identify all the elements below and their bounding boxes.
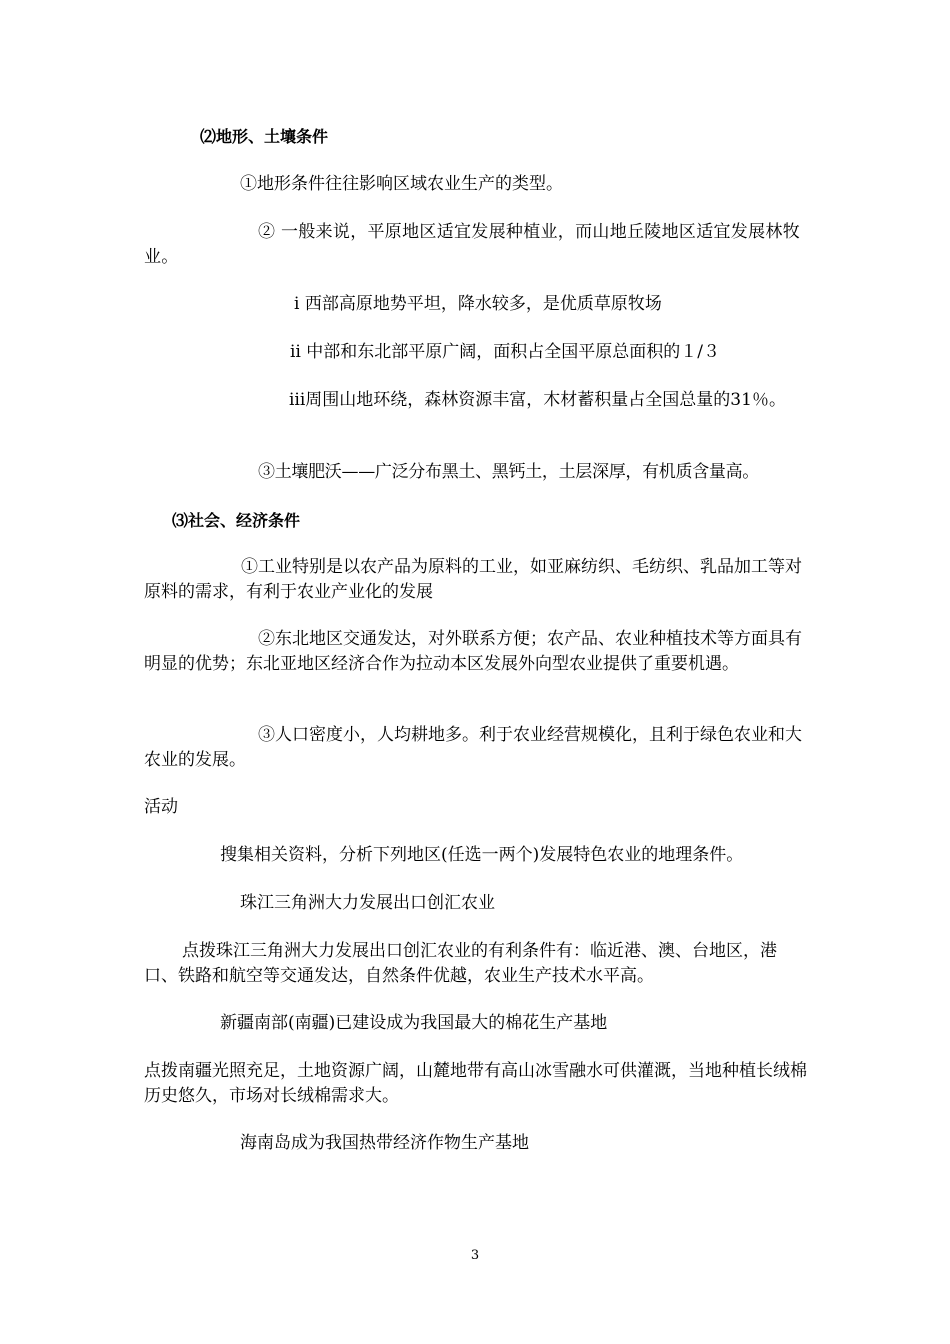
pearl-river-title: 珠江三角洲大力发展出口创汇农业	[240, 893, 495, 913]
terrain-point-1: ①地形条件往往影响区域农业生产的类型。	[240, 174, 563, 194]
hainan-title: 海南岛成为我国热带经济作物生产基地	[240, 1133, 529, 1153]
activity-label: 活动	[144, 797, 178, 817]
terrain-subpoint-ii: ⅱ 中部和东北部平原广阔，面积占全国平原总面积的１/３	[290, 342, 721, 362]
xinjiang-tip: 点拨南疆光照充足，土地资源广阔，山麓地带有高山冰雪融水可供灌溉，当地种植长绒棉历史悠久，市场对长绒棉需求大。	[144, 1061, 807, 1106]
social-point-3: ③人口密度小，人均耕地多。利于农业经营规模化，且利于绿色农业和大农业的发展。	[144, 725, 802, 770]
terrain-subpoint-iii: ⅲ周围山地环绕，森林资源丰富，木材蓄积量占全国总量的31％。	[289, 390, 786, 410]
social-point-1: ①工业特别是以农产品为原料的工业，如亚麻纺织、毛纺织、乳品加工等对原料的需求，有利于农业产业化的发展	[144, 557, 802, 602]
section-heading-terrain: ⑵地形、土壤条件	[200, 127, 329, 146]
section-heading-social: ⑶社会、经济条件	[172, 511, 301, 530]
terrain-point-2: ② 一般来说，平原地区适宜发展种植业，而山地丘陵地区适宜发展林牧业。	[144, 222, 801, 267]
page-number: 3	[470, 1248, 480, 1263]
pearl-river-tip: 点拨珠江三角洲大力发展出口创汇农业的有利条件有：临近港、澳、台地区，港口、铁路和航空等交通发达，自然条件优越，农业生产技术水平高。	[144, 941, 777, 986]
xinjiang-title: 新疆南部(南疆)已建设成为我国最大的棉花生产基地	[220, 1013, 608, 1033]
terrain-subpoint-i: ⅰ 西部高原地势平坦，降水较多，是优质草原牧场	[294, 294, 662, 314]
social-point-2: ②东北地区交通发达，对外联系方便；农产品、农业种植技术等方面具有明显的优势；东北亚地区经济合作为拉动本区发展外向型农业提供了重要机遇。	[144, 629, 802, 674]
terrain-point-3: ③土壤肥沃——广泛分布黑土、黑钙土，土层深厚，有机质含量高。	[258, 462, 759, 482]
activity-task: 搜集相关资料，分析下列地区(任选一两个)发展特色农业的地理条件。	[220, 845, 744, 865]
